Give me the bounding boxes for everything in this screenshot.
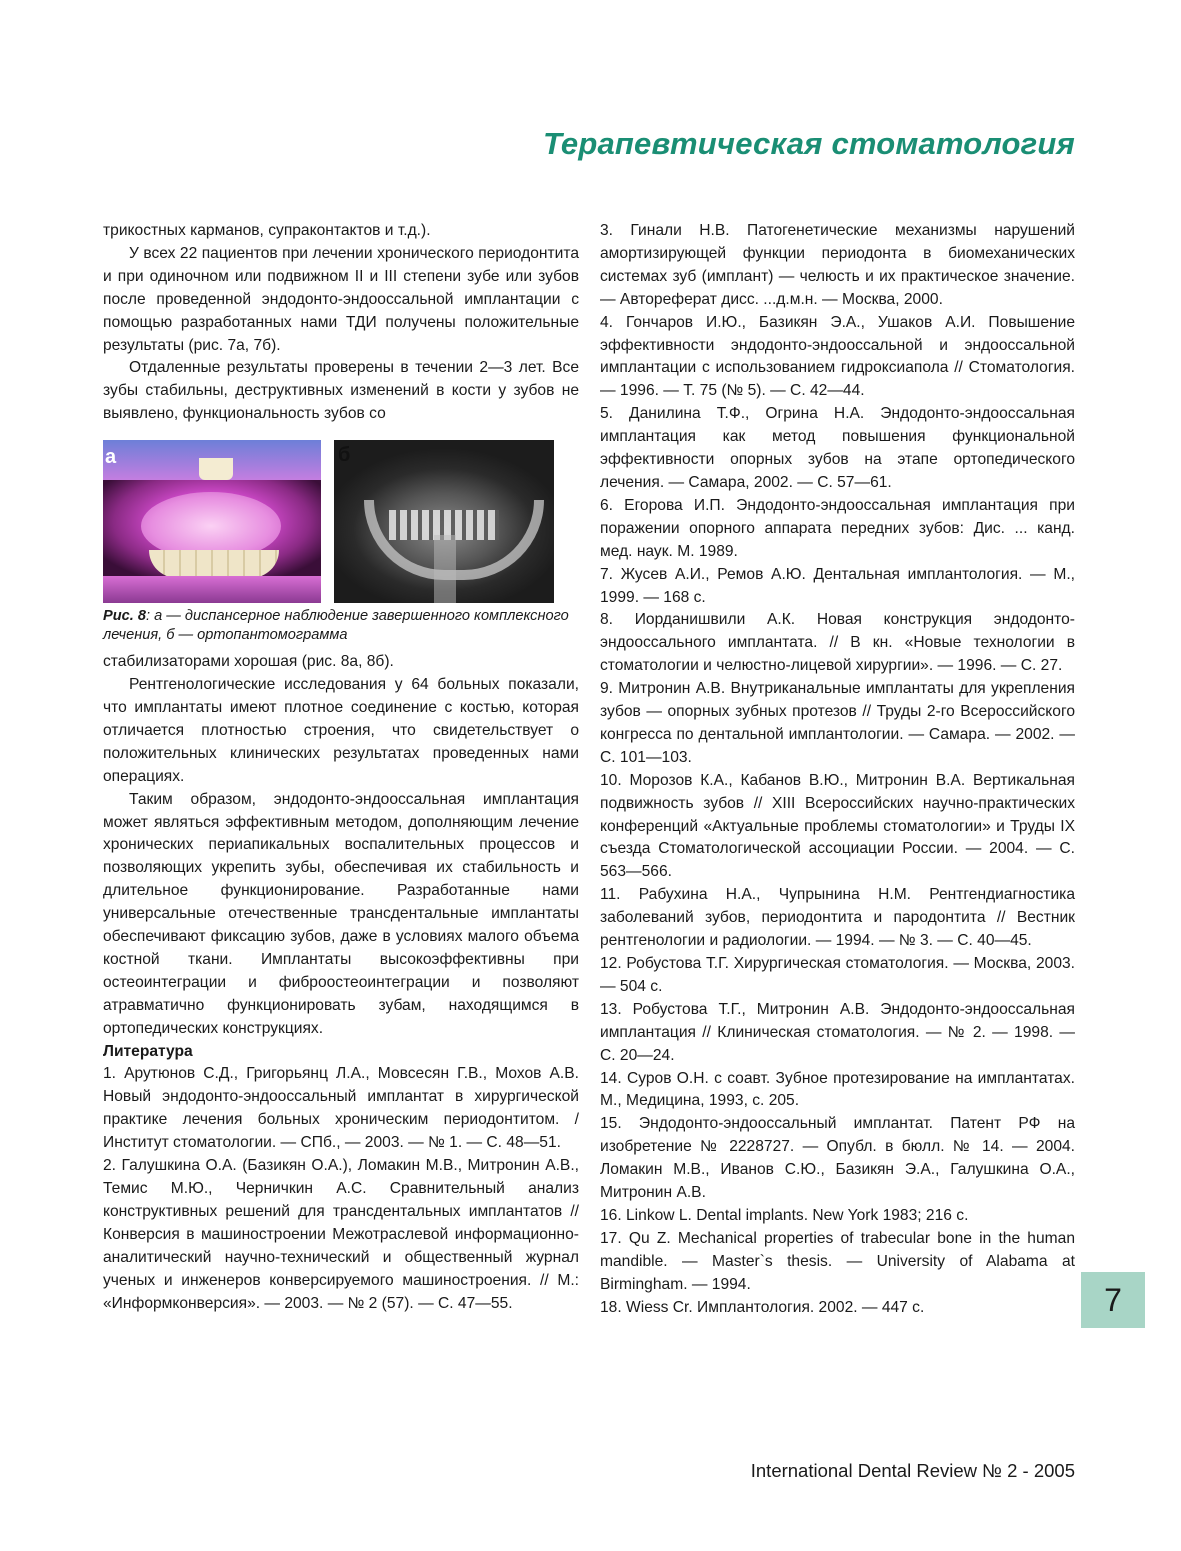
reference-item: 15. Эндодонто-эндооссальный имплантат. Патент РФ на изобретение № 2228727. — Опубл. в бюлл. № 14. — 2004. Ломакин М.В., Иванов С.Ю., Базикян Э.А., Галушкина О.А., Митронин А.В. <box>600 1115 1075 1202</box>
reference-item: 5. Данилина Т.Ф., Огрина Н.А. Эндодонто-эндооссальная имплантация как метод повышения функциональной эффективности опорных зубов на этапе ортопедического лечения. — Самара, 2002. — С. 57—61. <box>600 405 1075 491</box>
caption-text: : а — диспансерное наблюдение завершенного комплексного лечения, б — ортопантомограмма <box>103 608 569 644</box>
paragraph: Отдаленные результаты проверены в течении 2—3 лет. Все зубы стабильны, деструктивных изменений в кости у зубов не выявлено, функциональность зубов со <box>103 359 579 423</box>
page-number-tab: 7 <box>1081 1272 1145 1328</box>
figure-caption <box>103 607 579 645</box>
reference-item: 12. Робустова Т.Г. Хирургическая стоматология. — Москва, 2003. — 504 с. <box>600 955 1075 995</box>
left-column <box>103 220 579 1315</box>
paragraph: трикостных карманов, супраконтактов и т.д.). <box>103 222 431 239</box>
paragraph: стабилизаторами хорошая (рис. 8а, 8б). <box>103 653 394 671</box>
orthopantomogram-image <box>334 440 554 603</box>
figure-label-b: б <box>338 444 351 467</box>
reference-item: 4. Гончаров И.Ю., Базикян Э.А., Ушаков А.И. Повышение эффективности эндодонто-эндооссальной и эндооссальной имплантации с использованием гидроксиапола // Стоматология. — 1996. — Т. 75 (№ 5). — С. 42—44. <box>600 313 1075 400</box>
paragraph: Таким образом, эндодонто-эндооссальная имплантация может являться эффективным методом, дополняющим лечение хронических периапикальных воспалительных процессов и позволяющих укрепить зубы, обеспечивая их стабильность и длительное функционирование. Разработанные нами универсальные отечественные трансдентальные имплантаты обеспечивают фиксацию зубов, даже в условиях малого объема костной ткани. Имплантаты высокоэффективны при остеоинтеграции и фиброостеоинтеграции и позволяют атравматично функционировать зубам, находящимся в ортопедических конструкциях. <box>103 790 579 1037</box>
paragraph: Рентгенологические исследования у 64 больных показали, что имплантаты имеют плотное соединение с костью, которая отличается плотностью строения, что свидетельствует о положительных клинических результатах проведенных нами операциях. <box>103 676 579 785</box>
right-column <box>600 220 1075 1320</box>
reference-item: 17. Qu Z. Mechanical properties of trabecular bone in the human mandible. — Master`s thesis. — University of Alabama at Birmingham. — 1994. <box>600 1229 1075 1293</box>
reference-item: 6. Егорова И.П. Эндодонто-эндооссальная имплантация при поражении опорного аппарата передних зубов: Дис. ... канд. мед. наук. М. 1989. <box>600 496 1075 560</box>
reference-item: 13. Робустова Т.Г., Митронин А.В. Эндодонто-эндооссальная имплантация // Клиническая стоматология. — № 2. — 1998. — С. 20—24. <box>600 1000 1075 1064</box>
caption-label: Рис. 8 <box>103 608 146 625</box>
reference-item: 11. Рабухина Н.А., Чупрынина Н.М. Рентгендиагностика заболеваний зубов, периодонтита и пародонтита // Вестник рентгенологии и радиологии. — 1994. — № 3. — С. 40—45. <box>600 886 1075 950</box>
literature-heading: Литература <box>103 1042 193 1060</box>
reference-item: 18. Wiess Cr. Имплантология. 2002. — 447 с. <box>600 1298 925 1316</box>
figure-label-a: а <box>105 446 117 469</box>
intraoral-photo <box>103 440 321 603</box>
figure-8 <box>103 440 579 603</box>
reference-item: 3. Гинали Н.В. Патогенетические механизмы нарушений амортизирующей функции периодонта в биомеханических системах зуб (имплант) — челюсть и их практическое значение. — Автореферат дисс. ...д.м.н. — Москва, 2000. <box>600 222 1075 308</box>
reference-item: 8. Иорданишвили А.К. Новая конструкция эндодонто-эндооссального имплантата. // В кн. «Новые технологии в стоматологии и челюстно-лицевой хирургии». — 1996. — С. 27. <box>600 611 1075 675</box>
section-title: Терапевтическая стоматология <box>542 126 1075 161</box>
journal-footer: International Dental Review № 2 - 2005 <box>750 1460 1075 1481</box>
reference-item: 1. Арутюнов С.Д., Григорьянц Л.А., Мовсесян Г.В., Мохов А.В. Новый эндодонто-эндооссальный имплантат в хирургической практике лечения больных хроническим периодонтитом. / Институт стоматологии. — СПб., — 2003. — № 1. — С. 48—51. <box>103 1065 579 1152</box>
reference-item: 16. Linkow L. Dental implants. New York 1983; 216 с. <box>600 1206 969 1224</box>
reference-item: 14. Суров О.Н. с соавт. Зубное протезирование на имплантатах. М., Медицина, 1993, с. 205. <box>600 1069 1075 1110</box>
paragraph: У всех 22 пациентов при лечении хронического периодонтита и при одиночном или подвижном II и III степени зубе или зубов после проведенной эндодонто-эндооссальной имплантации с помощью разработанных нами ТДИ получены положительные результаты (рис. 7а, 7б). <box>103 244 579 354</box>
reference-item: 10. Морозов К.А., Кабанов В.Ю., Митронин В.А. Вертикальная подвижность зубов // XIII Всероссийских научно-практических конференций «Актуальные проблемы стоматологии» и Труды IX съезда Стоматологической ассоциации России. — 2004. — С. 563—566. <box>600 771 1075 881</box>
reference-item: 9. Митронин А.В. Внутриканальные имплантаты для укрепления зубов — опорных зубных протезов // Труды 2-го Всероссийского конгресса по дентальной имплантологии. — Самара. — 2002. — С. 101—103. <box>600 680 1075 766</box>
reference-item: 7. Жусев А.И., Ремов А.Ю. Дентальная имплантология. — М., 1999. — 168 с. <box>600 565 1075 606</box>
reference-item: 2. Галушкина О.А. (Базикян О.А.), Ломакин М.В., Митронин А.В., Темис М.Ю., Черничкин А.С. Сравнительный анализ конструктивных решений для трансдентальных имплантатов // Конверсия в машиностроении Межотраслевой информационно-аналитический научно-технический и общественный журнал ученых и инженеров конверсируемого машиностроения. // М.: «Информконверсия». — 2003. — № 2 (57). — С. 47—55. <box>103 1157 579 1312</box>
